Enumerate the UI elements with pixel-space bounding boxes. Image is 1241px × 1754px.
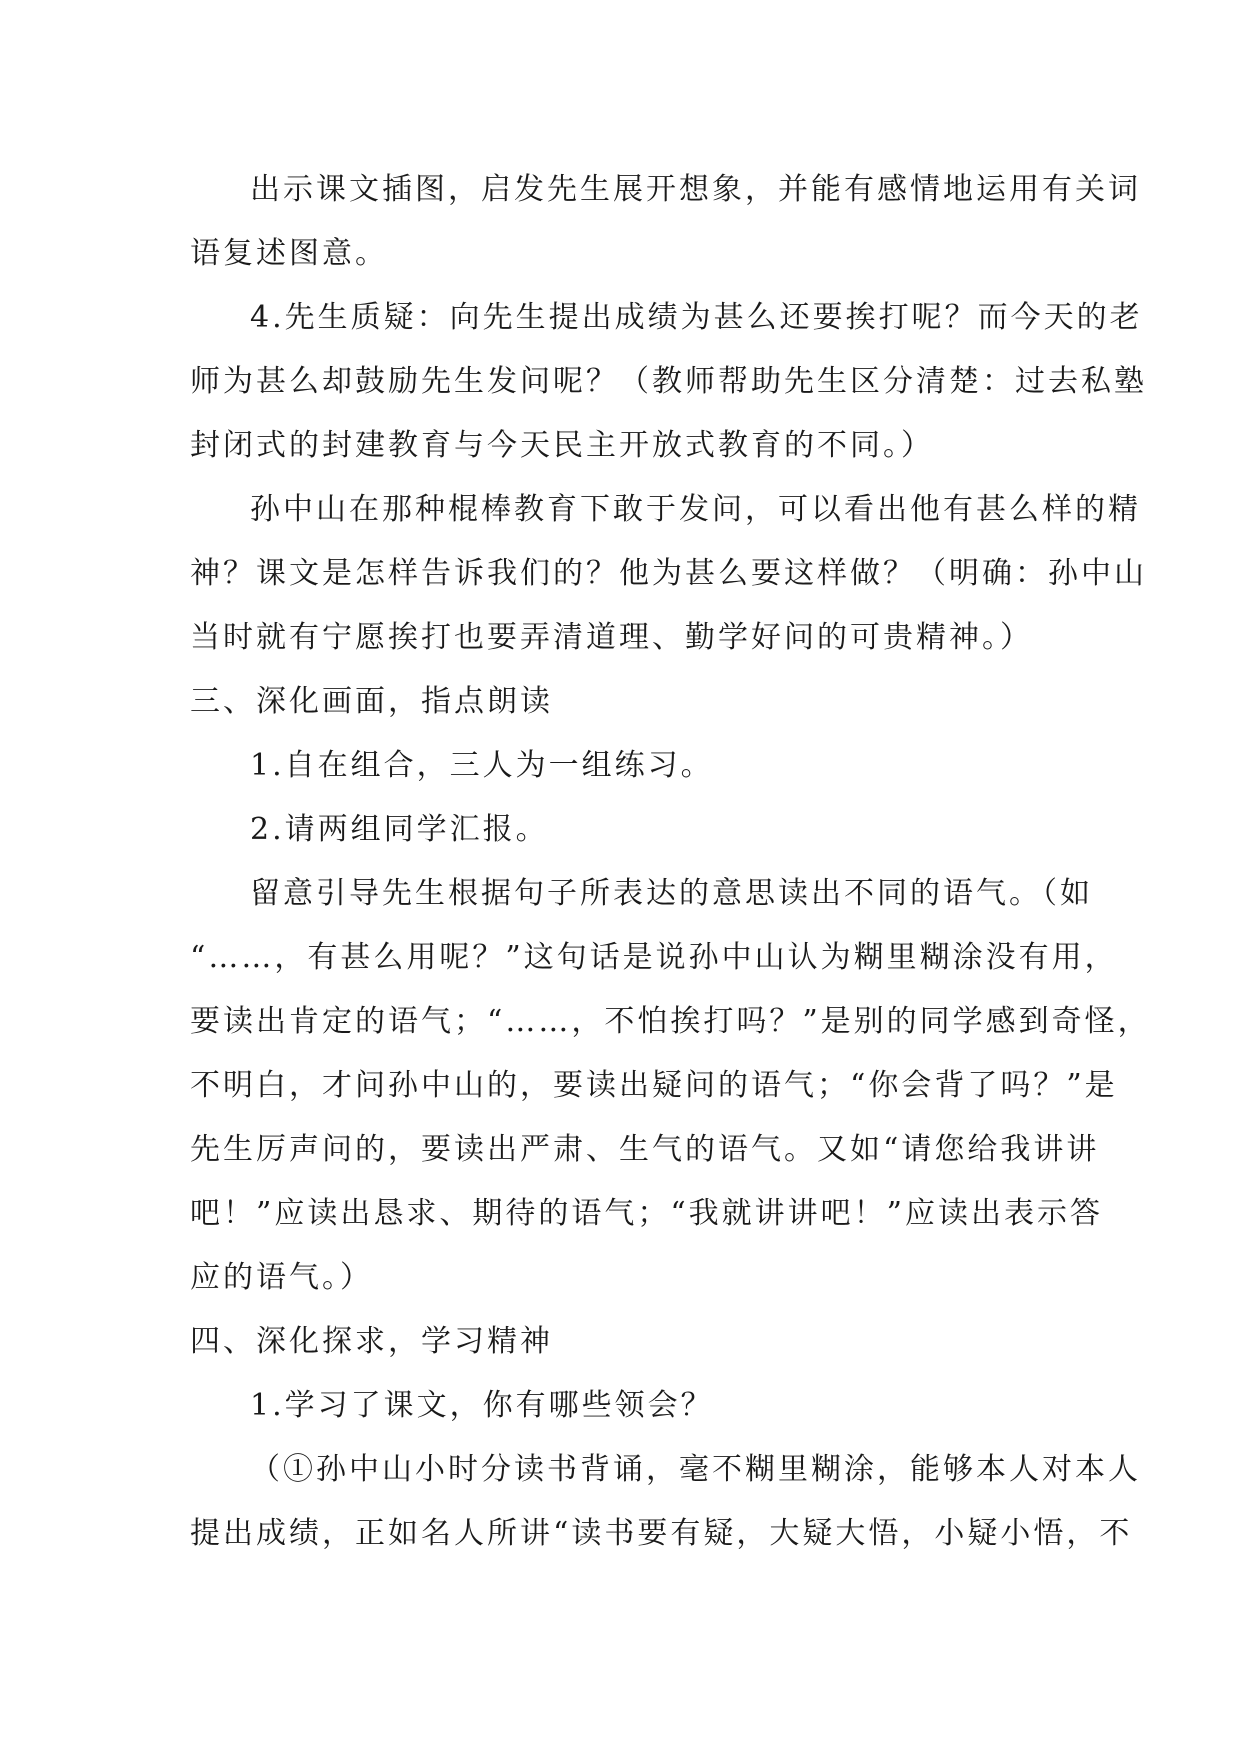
paragraph-line: 封闭式的封建教育与今天民主开放式教育的不同。） bbox=[190, 428, 934, 463]
paragraph-line: 要读出肯定的语气；“……，不怕挨打吗？”是别的同学感到奇怪， bbox=[190, 1004, 1151, 1039]
paragraph-line: 吧！”应读出恳求、期待的语气；“我就讲讲吧！”应读出表示答 bbox=[190, 1196, 1104, 1231]
list-item: 2.请两组同学汇报。 bbox=[250, 812, 549, 847]
paragraph-line: 提出成绩，正如名人所讲“读书要有疑，大疑大悟，小疑小悟，不 bbox=[190, 1516, 1133, 1551]
document-page bbox=[190, 158, 1151, 1566]
section-heading: 三、深化画面，指点朗读 bbox=[190, 684, 553, 719]
list-item: 1.自在组合，三人为一组练习。 bbox=[250, 748, 714, 783]
paragraph-line: 师为甚么却鼓励先生发问呢？（教师帮助先生区分清楚：过去私塾 bbox=[190, 364, 1147, 399]
paragraph-line: 孙中山在那种棍棒教育下敢于发问，可以看出他有甚么样的精 bbox=[250, 492, 1141, 527]
section-heading: 四、深化探求，学习精神 bbox=[190, 1324, 553, 1359]
paragraph-line: 神？课文是怎样告诉我们的？他为甚么要这样做？（明确：孙中山 bbox=[190, 556, 1147, 591]
paragraph-line: 留意引导先生根据句子所表达的意思读出不同的语气。（如 bbox=[250, 876, 1093, 911]
paragraph-line: 先生厉声问的，要读出严肃、生气的语气。又如“请您给我讲讲 bbox=[190, 1132, 1100, 1167]
paragraph-line: 不明白，才问孙中山的，要读出疑问的语气；“你会背了吗？”是 bbox=[190, 1068, 1118, 1103]
paragraph-line: （①孙中山小时分读书背诵，毫不糊里糊涂，能够本人对本人 bbox=[250, 1452, 1141, 1487]
paragraph-line: 应的语气。） bbox=[190, 1260, 373, 1295]
paragraph-line: 语复述图意。 bbox=[190, 236, 388, 271]
paragraph-line: “……，有甚么用呢？”这句话是说孙中山认为糊里糊涂没有用， bbox=[190, 940, 1118, 975]
paragraph-line: 出示课文插图，启发先生展开想象，并能有感情地运用有关词 bbox=[250, 172, 1141, 207]
list-item: 1.学习了课文，你有哪些领会？ bbox=[250, 1388, 714, 1423]
paragraph-line: 4.先生质疑：向先生提出成绩为甚么还要挨打呢？而今天的老 bbox=[250, 300, 1143, 335]
paragraph-line: 当时就有宁愿挨打也要弄清道理、勤学好问的可贵精神。） bbox=[190, 620, 1033, 655]
